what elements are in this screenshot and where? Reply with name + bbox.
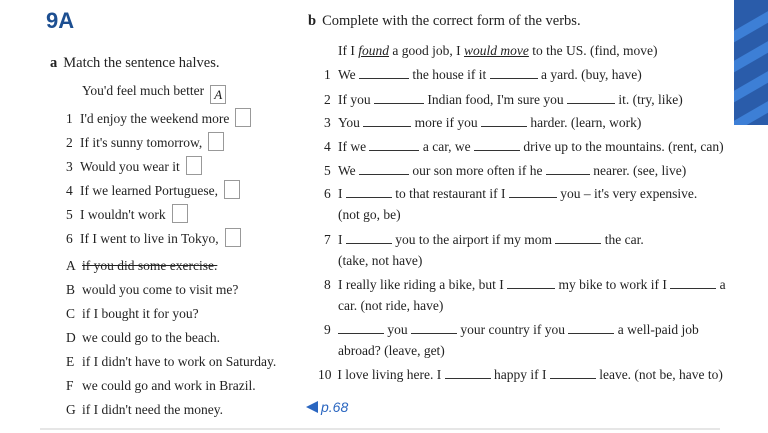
- answer-blank[interactable]: [555, 233, 601, 244]
- exercise-item-hint: (take, not have): [338, 253, 423, 268]
- example-part: to the US. (find, move): [528, 43, 658, 58]
- answer-blank[interactable]: [490, 68, 538, 79]
- item-number: 8: [324, 277, 331, 292]
- item-number: 5: [66, 207, 73, 222]
- item-number: 3: [324, 115, 331, 130]
- exercise-item: [318, 368, 723, 382]
- item-text: you: [387, 322, 408, 337]
- item-number: 6: [324, 186, 331, 201]
- item-text: I'd enjoy the weekend more: [80, 111, 230, 126]
- item-number: 5: [324, 163, 331, 178]
- option-item: [66, 379, 256, 393]
- answer-blank[interactable]: [509, 187, 557, 198]
- item-text: If I went to live in Tokyo,: [80, 231, 219, 246]
- item-text: I wouldn't work: [80, 207, 166, 222]
- section-a-example: [82, 84, 226, 104]
- item-text: happy if I: [493, 367, 547, 382]
- section-a-letter: a: [50, 55, 58, 71]
- option-letter: G: [66, 402, 76, 417]
- back-arrow-icon: [306, 401, 318, 413]
- example-answer: would move: [464, 43, 529, 58]
- option-letter: F: [66, 378, 74, 393]
- option-letter: C: [66, 306, 76, 321]
- answer-blank[interactable]: [568, 323, 614, 334]
- answer-blank[interactable]: [411, 323, 457, 334]
- section-a-heading: [50, 56, 219, 71]
- answer-blank[interactable]: [338, 323, 384, 334]
- exercise-item: [324, 93, 683, 107]
- option-item: [66, 331, 220, 345]
- option-text: if you did some exercise.: [82, 258, 218, 273]
- item-text: leave. (not be, have to): [599, 367, 723, 382]
- match-item: [66, 228, 241, 247]
- item-text: you – it's very expensive.: [560, 186, 698, 201]
- answer-blank[interactable]: [369, 140, 419, 151]
- item-text: If you: [338, 92, 371, 107]
- exercise-item: [324, 68, 642, 82]
- item-number: 7: [324, 232, 331, 247]
- answer-box[interactable]: [235, 108, 251, 127]
- option-item: [66, 259, 217, 273]
- page-reference-link[interactable]: [306, 399, 348, 415]
- exercise-item: [324, 116, 641, 130]
- item-text: We: [338, 67, 356, 82]
- item-text: I: [338, 186, 343, 201]
- option-text: we could go to the beach.: [82, 330, 220, 345]
- item-text: drive up to the mountains. (rent, can): [523, 139, 724, 154]
- answer-blank[interactable]: [567, 93, 615, 104]
- answer-box-example: A: [210, 85, 226, 104]
- answer-box[interactable]: [186, 156, 202, 175]
- item-text: my bike to work if I: [558, 277, 667, 292]
- item-text: harder. (learn, work): [530, 115, 642, 130]
- item-text: If we learned Portuguese,: [80, 183, 218, 198]
- answer-blank[interactable]: [481, 116, 527, 127]
- answer-blank[interactable]: [374, 93, 424, 104]
- item-number: 1: [324, 67, 331, 82]
- section-b-heading: [308, 14, 581, 29]
- item-number: 6: [66, 231, 73, 246]
- exercise-item: [324, 323, 699, 337]
- page-reference-text: p.68: [321, 399, 349, 415]
- item-number: 2: [324, 92, 331, 107]
- answer-box[interactable]: [224, 180, 240, 199]
- section-b-instruction: Complete with the correct form of the verbs.: [322, 13, 581, 29]
- item-number: 2: [66, 135, 73, 150]
- match-item: [66, 156, 202, 175]
- item-text: Indian food, I'm sure you: [427, 92, 564, 107]
- answer-blank[interactable]: [546, 164, 590, 175]
- item-text: a car, we: [422, 139, 471, 154]
- item-number: 4: [66, 183, 73, 198]
- item-text: you to the airport if my mom: [395, 232, 552, 247]
- option-text: would you come to visit me?: [82, 282, 239, 297]
- item-number: 4: [324, 139, 331, 154]
- answer-blank[interactable]: [363, 116, 411, 127]
- option-item: [66, 403, 223, 417]
- item-text: I: [338, 232, 343, 247]
- example-text: You'd feel much better: [82, 83, 205, 98]
- item-text: a: [719, 277, 726, 292]
- exercise-item: [324, 140, 724, 154]
- unit-title: 9A: [46, 8, 75, 33]
- corner-decoration: [734, 0, 768, 125]
- option-item: [66, 355, 276, 369]
- exercise-item-hint: abroad? (leave, get): [338, 343, 445, 358]
- option-letter: B: [66, 282, 76, 297]
- answer-blank[interactable]: [346, 187, 392, 198]
- example-part: a good job, I: [389, 43, 465, 58]
- answer-box[interactable]: [172, 204, 188, 223]
- item-text: If we: [338, 139, 367, 154]
- option-text: if I bought it for you?: [82, 306, 199, 321]
- item-text: it. (try, like): [618, 92, 683, 107]
- item-text: the car.: [604, 232, 644, 247]
- option-letter: D: [66, 330, 76, 345]
- item-text: We: [338, 163, 356, 178]
- item-number: 10: [318, 367, 332, 382]
- option-text: if I didn't have to work on Saturday.: [82, 354, 277, 369]
- example-part: If I: [338, 43, 359, 58]
- item-text: Would you wear it: [80, 159, 180, 174]
- answer-blank[interactable]: [474, 140, 520, 151]
- exercise-item: [324, 164, 686, 178]
- option-text: we could go and work in Brazil.: [82, 378, 256, 393]
- option-letter: A: [66, 258, 76, 273]
- answer-box[interactable]: [208, 132, 224, 151]
- section-a-instruction: Match the sentence halves.: [63, 55, 220, 71]
- match-item: [66, 204, 188, 223]
- divider: [40, 428, 720, 430]
- item-text: a yard. (buy, have): [541, 67, 642, 82]
- section-b-example: [338, 44, 658, 58]
- exercise-item: [324, 187, 697, 201]
- exercise-item-hint: (not go, be): [338, 207, 401, 222]
- match-item: [66, 132, 224, 151]
- item-text: I love living here. I: [337, 367, 442, 382]
- section-b-letter: b: [308, 13, 317, 29]
- item-text: to that restaurant if I: [395, 186, 506, 201]
- answer-blank[interactable]: [445, 368, 491, 379]
- option-text: if I didn't need the money.: [82, 402, 224, 417]
- item-number: 9: [324, 322, 331, 337]
- answer-blank[interactable]: [359, 68, 409, 79]
- item-text: more if you: [414, 115, 478, 130]
- match-item: [66, 180, 240, 199]
- exercise-item: [324, 278, 726, 292]
- item-text: a well-paid job: [617, 322, 699, 337]
- item-text: nearer. (see, live): [593, 163, 687, 178]
- answer-blank[interactable]: [507, 278, 555, 289]
- item-text: You: [338, 115, 360, 130]
- answer-blank[interactable]: [670, 278, 716, 289]
- exercise-item-hint: car. (not ride, have): [338, 298, 444, 313]
- answer-box[interactable]: [225, 228, 241, 247]
- example-answer: found: [358, 43, 390, 58]
- item-text: I really like riding a bike, but I: [338, 277, 504, 292]
- answer-blank[interactable]: [346, 233, 392, 244]
- item-text: our son more often if he: [412, 163, 543, 178]
- item-text: the house if it: [412, 67, 487, 82]
- option-item: [66, 307, 199, 321]
- answer-blank[interactable]: [550, 368, 596, 379]
- exercise-item: [324, 233, 644, 247]
- item-text: If it's sunny tomorrow,: [80, 135, 203, 150]
- item-number: 3: [66, 159, 73, 174]
- match-item: [66, 108, 251, 127]
- item-text: your country if you: [460, 322, 565, 337]
- option-item: [66, 283, 238, 297]
- item-number: 1: [66, 111, 73, 126]
- answer-blank[interactable]: [359, 164, 409, 175]
- option-letter: E: [66, 354, 75, 369]
